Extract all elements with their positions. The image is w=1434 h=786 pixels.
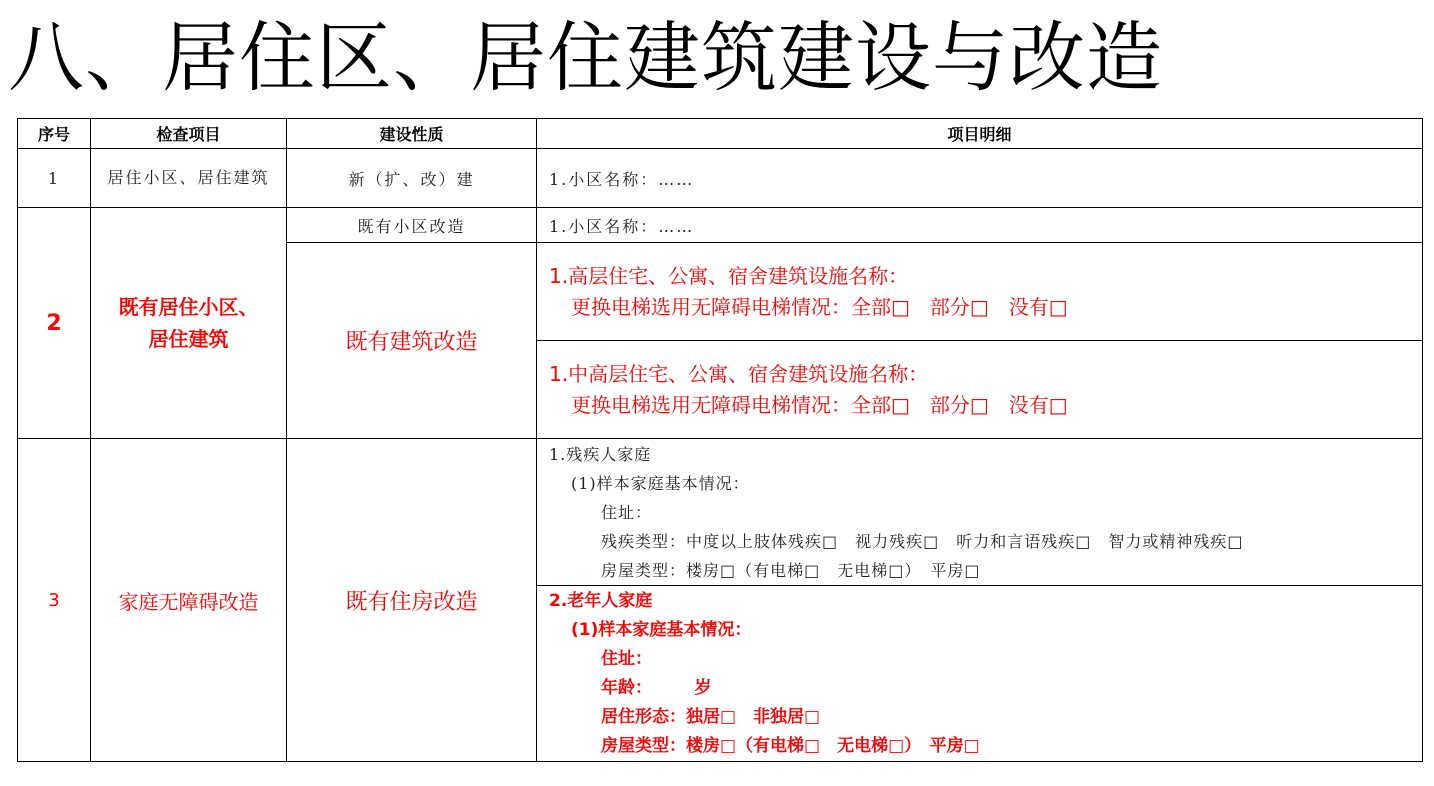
table-row-1: [18, 149, 1423, 208]
row2-no: 2: [18, 208, 91, 439]
row3-no: 3: [18, 439, 91, 762]
page-title: 八、居住区、居住建筑建设与改造: [8, 13, 1163, 102]
row2-sub2-detail-a: [537, 243, 1423, 341]
row3-item: 家庭无障碍改造: [91, 439, 287, 762]
row3-disabled-line5: 房屋类型：楼房□（有电梯□ 无电梯□） 平房□: [601, 560, 981, 580]
row3-disabled-line3: 住址：: [601, 502, 653, 522]
table-row-2a: [18, 208, 1423, 243]
row2-sub2-nature: 既有建筑改造: [287, 243, 537, 439]
row3-elderly-line1: 2.老年人家庭: [549, 590, 653, 611]
row2-item-line2: 居住建筑: [148, 327, 229, 351]
row3-disabled-detail: [537, 439, 1423, 586]
row1-item: 居住小区、居住建筑: [91, 149, 287, 208]
row3-elderly-line6: 房屋类型：楼房□（有电梯□ 无电梯□） 平房□: [601, 735, 980, 756]
row2-sub1-detail: 1.小区名称：……: [537, 208, 1423, 243]
row3-elderly-line5: 居住形态：独居□ 非独居□: [601, 706, 821, 727]
row3-disabled-line4: 残疾类型：中度以上肢体残疾□ 视力残疾□ 听力和言语残疾□ 智力或精神残疾□: [601, 531, 1244, 551]
row3-disabled-line2: (1)样本家庭基本情况：: [571, 473, 750, 493]
row3-disabled-line1: 1.残疾人家庭: [549, 444, 652, 464]
table-row-3a: [18, 439, 1423, 586]
row3-nature: 既有住房改造: [287, 439, 537, 762]
header-detail: 项目明细: [537, 119, 1423, 149]
row2-item-line1: 既有居住小区、: [118, 295, 259, 319]
header-item: 检查项目: [91, 119, 287, 149]
row3-elderly-line2: (1)样本家庭基本情况：: [571, 619, 752, 640]
row2-detail-a-line1: 1.高层住宅、公寓、宿舍建筑设施名称：: [549, 263, 909, 288]
header-no: 序号: [18, 119, 91, 149]
header-nature: 建设性质: [287, 119, 537, 149]
row2-detail-a-line2: 更换电梯选用无障碍电梯情况：全部□ 部分□ 没有□: [571, 294, 1068, 319]
row2-sub2-detail-b: [537, 341, 1423, 439]
header-row: [18, 119, 1423, 149]
row1-nature: 新（扩、改）建: [287, 149, 537, 208]
row3-elderly-line3: 住址：: [601, 648, 652, 669]
row3-elderly-detail: [537, 586, 1423, 762]
inspection-table: [17, 118, 1423, 762]
row1-detail: 1.小区名称：……: [537, 149, 1423, 208]
row3-elderly-line4: 年龄： 岁: [601, 677, 712, 698]
row2-detail-b-line2: 更换电梯选用无障碍电梯情况：全部□ 部分□ 没有□: [571, 392, 1068, 417]
row2-detail-b-line1: 1.中高层住宅、公寓、宿舍建筑设施名称：: [549, 361, 929, 386]
row2-item: [91, 208, 287, 439]
row1-no: 1: [18, 149, 91, 208]
row2-sub1-nature: 既有小区改造: [287, 208, 537, 243]
